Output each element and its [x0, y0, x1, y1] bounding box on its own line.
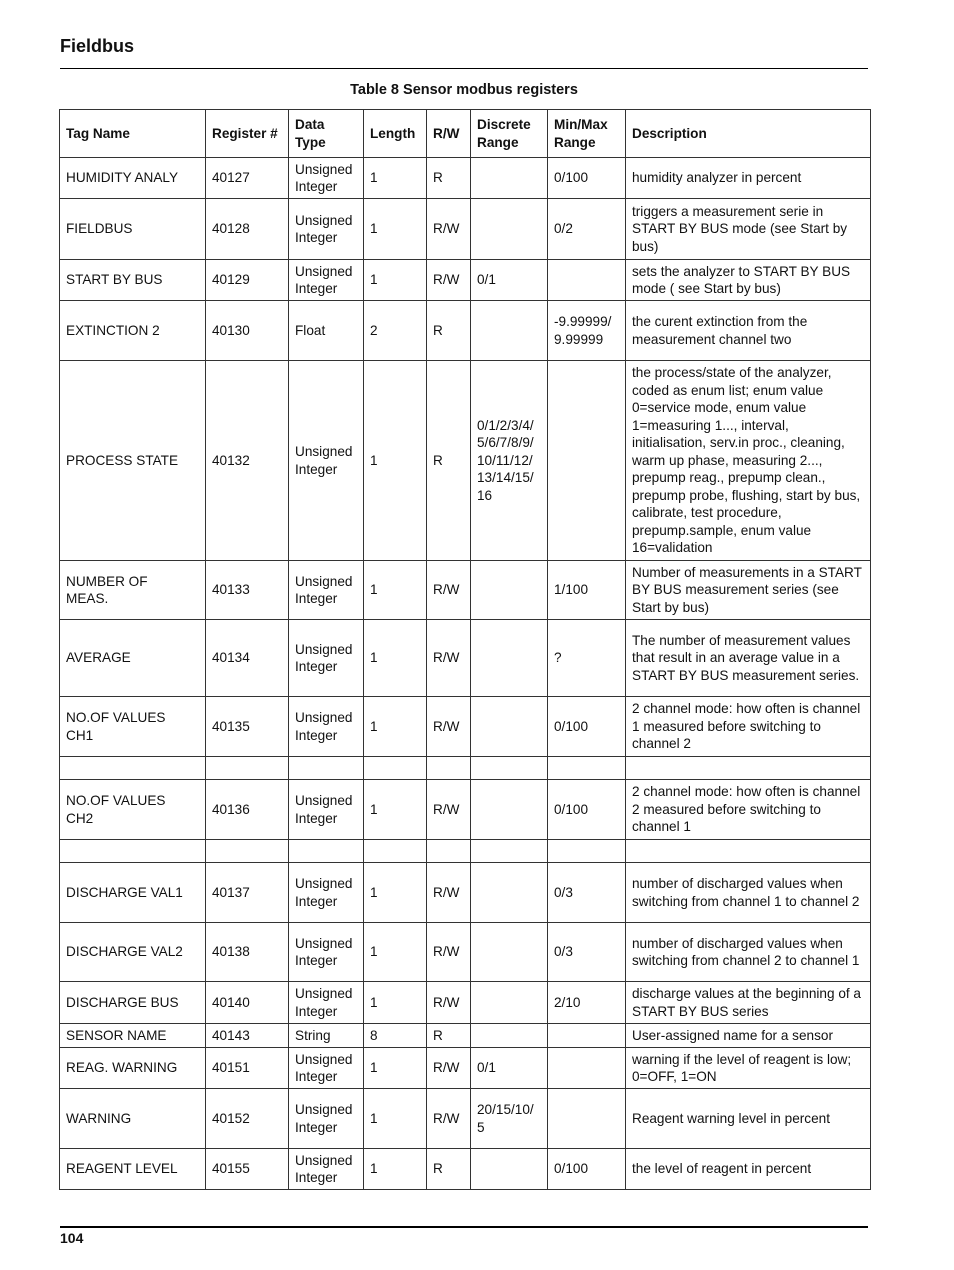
cell-register: 40136: [206, 780, 289, 840]
cell-discrete-range: [471, 923, 548, 982]
table-row: [60, 1048, 871, 1089]
cell-data-type: [289, 840, 364, 863]
cell-data-type: Unsigned Integer: [289, 1089, 364, 1149]
cell-min-max-range: [548, 1024, 626, 1048]
cell-register: [206, 757, 289, 780]
cell-discrete-range: 0/1/2/3/4/ 5/6/7/8/9/ 10/11/12/ 13/14/15/ 16: [471, 361, 548, 561]
cell-register: 40135: [206, 697, 289, 757]
cell-description: the process/state of the analyzer, coded as enum list; enum value 0=service mode, enum value 1=measuring 1..., interval, initialisation, serv.in proc., cleaning, warm up phase, measuring 2..., prepump reag., prepump clean., prepump probe, flushing, start by bus, calibrate, test procedure, prepump.sample, enum value 16=validation: [626, 361, 871, 561]
cell-data-type: Unsigned Integer: [289, 561, 364, 620]
cell-discrete-range: [471, 757, 548, 780]
cell-min-max-range: [548, 757, 626, 780]
cell-length: 1: [364, 361, 427, 561]
cell-register: 40134: [206, 620, 289, 697]
cell-min-max-range: 0/100: [548, 1149, 626, 1190]
cell-length: 1: [364, 561, 427, 620]
cell-length: 1: [364, 199, 427, 260]
cell-tag-name: START BY BUS: [60, 260, 206, 301]
cell-rw: R: [427, 1024, 471, 1048]
cell-length: 1: [364, 923, 427, 982]
cell-tag-name: AVERAGE: [60, 620, 206, 697]
cell-data-type: Unsigned Integer: [289, 780, 364, 840]
cell-tag-name: SENSOR NAME: [60, 1024, 206, 1048]
header-rule: [60, 68, 868, 69]
cell-length: 1: [364, 260, 427, 301]
cell-register: 40127: [206, 158, 289, 199]
table-row: [60, 982, 871, 1024]
table-row: [60, 361, 871, 561]
cell-tag-name: FIELDBUS: [60, 199, 206, 260]
table-row: [60, 780, 871, 840]
cell-min-max-range: 0/3: [548, 923, 626, 982]
column-header-min-max-range: Min/Max Range: [548, 110, 626, 158]
cell-length: 8: [364, 1024, 427, 1048]
cell-discrete-range: [471, 158, 548, 199]
cell-discrete-range: [471, 697, 548, 757]
cell-discrete-range: [471, 620, 548, 697]
table-row: [60, 620, 871, 697]
cell-tag-name: PROCESS STATE: [60, 361, 206, 561]
cell-min-max-range: 0/100: [548, 780, 626, 840]
cell-tag-name: REAG. WARNING: [60, 1048, 206, 1089]
cell-description: the curent extinction from the measurement channel two: [626, 301, 871, 361]
cell-data-type: Unsigned Integer: [289, 361, 364, 561]
cell-description: Number of measurements in a START BY BUS measurement series (see Start by bus): [626, 561, 871, 620]
cell-min-max-range: -9.99999/ 9.99999: [548, 301, 626, 361]
cell-register: 40129: [206, 260, 289, 301]
cell-min-max-range: 1/100: [548, 561, 626, 620]
cell-data-type: Unsigned Integer: [289, 697, 364, 757]
cell-register: 40138: [206, 923, 289, 982]
cell-min-max-range: 0/100: [548, 158, 626, 199]
cell-rw: R/W: [427, 982, 471, 1024]
cell-tag-name: DISCHARGE VAL2: [60, 923, 206, 982]
cell-register: 40130: [206, 301, 289, 361]
cell-data-type: Unsigned Integer: [289, 620, 364, 697]
cell-data-type: Unsigned Integer: [289, 199, 364, 260]
cell-register: [206, 840, 289, 863]
cell-discrete-range: [471, 982, 548, 1024]
cell-min-max-range: 0/2: [548, 199, 626, 260]
cell-register: 40151: [206, 1048, 289, 1089]
cell-register: 40128: [206, 199, 289, 260]
cell-description: sets the analyzer to START BY BUS mode ( see Start by bus): [626, 260, 871, 301]
column-header-data-type: Data Type: [289, 110, 364, 158]
cell-length: 1: [364, 697, 427, 757]
cell-description: 2 channel mode: how often is channel 1 measured before switching to channel 2: [626, 697, 871, 757]
cell-min-max-range: [548, 361, 626, 561]
cell-description: humidity analyzer in percent: [626, 158, 871, 199]
cell-description: number of discharged values when switching from channel 1 to channel 2: [626, 863, 871, 923]
cell-rw: R: [427, 1149, 471, 1190]
cell-rw: R/W: [427, 780, 471, 840]
cell-rw: R/W: [427, 260, 471, 301]
cell-register: 40132: [206, 361, 289, 561]
cell-min-max-range: [548, 1089, 626, 1149]
cell-tag-name: REAGENT LEVEL: [60, 1149, 206, 1190]
cell-rw: R: [427, 158, 471, 199]
cell-description: triggers a measurement serie in START BY BUS mode (see Start by bus): [626, 199, 871, 260]
table-row: [60, 301, 871, 361]
cell-discrete-range: 0/1: [471, 260, 548, 301]
table-row: [60, 199, 871, 260]
cell-tag-name: EXTINCTION 2: [60, 301, 206, 361]
cell-length: [364, 840, 427, 863]
cell-tag-name: NO.OF VALUES CH2: [60, 780, 206, 840]
cell-register: 40143: [206, 1024, 289, 1048]
column-header-rw: R/W: [427, 110, 471, 158]
table-row: [60, 923, 871, 982]
cell-tag-name: [60, 840, 206, 863]
cell-discrete-range: [471, 1149, 548, 1190]
table-row: [60, 1089, 871, 1149]
cell-rw: R/W: [427, 863, 471, 923]
cell-rw: R/W: [427, 697, 471, 757]
cell-length: 2: [364, 301, 427, 361]
cell-description: number of discharged values when switching from channel 2 to channel 1: [626, 923, 871, 982]
cell-tag-name: HUMIDITY ANALY: [60, 158, 206, 199]
cell-min-max-range: [548, 260, 626, 301]
cell-length: 1: [364, 1089, 427, 1149]
table-row: [60, 1149, 871, 1190]
cell-discrete-range: [471, 1024, 548, 1048]
table-row: [60, 757, 871, 780]
cell-min-max-range: [548, 840, 626, 863]
cell-description: the level of reagent in percent: [626, 1149, 871, 1190]
cell-min-max-range: 2/10: [548, 982, 626, 1024]
table-row: [60, 863, 871, 923]
cell-rw: R/W: [427, 1048, 471, 1089]
column-header-tag-name: Tag Name: [60, 110, 206, 158]
cell-length: 1: [364, 1048, 427, 1089]
cell-data-type: Unsigned Integer: [289, 1048, 364, 1089]
column-header-description: Description: [626, 110, 871, 158]
cell-rw: R: [427, 361, 471, 561]
cell-discrete-range: 20/15/10/ 5: [471, 1089, 548, 1149]
cell-length: 1: [364, 863, 427, 923]
table-row: [60, 260, 871, 301]
cell-description: warning if the level of reagent is low; 0=OFF, 1=ON: [626, 1048, 871, 1089]
cell-min-max-range: 0/3: [548, 863, 626, 923]
table-header-row: [60, 110, 871, 158]
cell-description: 2 channel mode: how often is channel 2 measured before switching to channel 1: [626, 780, 871, 840]
cell-length: 1: [364, 158, 427, 199]
column-header-register: Register #: [206, 110, 289, 158]
cell-description: The number of measurement values that result in an average value in a START BY BUS measurement series.: [626, 620, 871, 697]
cell-discrete-range: [471, 863, 548, 923]
cell-rw: [427, 840, 471, 863]
cell-tag-name: NUMBER OF MEAS.: [60, 561, 206, 620]
column-header-length: Length: [364, 110, 427, 158]
cell-min-max-range: 0/100: [548, 697, 626, 757]
cell-rw: [427, 757, 471, 780]
footer-rule: [60, 1226, 868, 1228]
cell-tag-name: DISCHARGE VAL1: [60, 863, 206, 923]
cell-tag-name: WARNING: [60, 1089, 206, 1149]
table-row: [60, 158, 871, 199]
cell-data-type: Unsigned Integer: [289, 923, 364, 982]
cell-length: 1: [364, 780, 427, 840]
table-row: [60, 1024, 871, 1048]
cell-register: 40155: [206, 1149, 289, 1190]
cell-min-max-range: [548, 1048, 626, 1089]
cell-data-type: Unsigned Integer: [289, 158, 364, 199]
cell-discrete-range: [471, 840, 548, 863]
column-header-discrete-range: Discrete Range: [471, 110, 548, 158]
cell-description: discharge values at the beginning of a START BY BUS series: [626, 982, 871, 1024]
table-row: [60, 840, 871, 863]
cell-data-type: Unsigned Integer: [289, 1149, 364, 1190]
cell-register: 40137: [206, 863, 289, 923]
cell-description: [626, 757, 871, 780]
cell-data-type: String: [289, 1024, 364, 1048]
table-body: [60, 158, 871, 1190]
cell-rw: R/W: [427, 923, 471, 982]
cell-rw: R/W: [427, 199, 471, 260]
table-row: [60, 697, 871, 757]
cell-discrete-range: 0/1: [471, 1048, 548, 1089]
cell-rw: R/W: [427, 561, 471, 620]
cell-rw: R/W: [427, 620, 471, 697]
cell-discrete-range: [471, 301, 548, 361]
cell-discrete-range: [471, 199, 548, 260]
cell-length: 1: [364, 620, 427, 697]
cell-register: 40152: [206, 1089, 289, 1149]
cell-register: 40133: [206, 561, 289, 620]
cell-data-type: Float: [289, 301, 364, 361]
cell-tag-name: [60, 757, 206, 780]
cell-description: User-assigned name for a sensor: [626, 1024, 871, 1048]
cell-data-type: [289, 757, 364, 780]
cell-description: [626, 840, 871, 863]
cell-rw: R/W: [427, 1089, 471, 1149]
section-title: Fieldbus: [60, 36, 135, 56]
table-row: [60, 561, 871, 620]
page-number: 104: [60, 1230, 84, 1246]
cell-data-type: Unsigned Integer: [289, 982, 364, 1024]
cell-description: Reagent warning level in percent: [626, 1089, 871, 1149]
cell-length: [364, 757, 427, 780]
cell-discrete-range: [471, 780, 548, 840]
cell-length: 1: [364, 982, 427, 1024]
table-caption: Table 8 Sensor modbus registers: [350, 82, 578, 98]
cell-data-type: Unsigned Integer: [289, 863, 364, 923]
cell-data-type: Unsigned Integer: [289, 260, 364, 301]
cell-discrete-range: [471, 561, 548, 620]
cell-tag-name: NO.OF VALUES CH1: [60, 697, 206, 757]
cell-tag-name: DISCHARGE BUS: [60, 982, 206, 1024]
cell-min-max-range: ?: [548, 620, 626, 697]
cell-length: 1: [364, 1149, 427, 1190]
cell-register: 40140: [206, 982, 289, 1024]
sensor-modbus-registers-table: [59, 109, 871, 1190]
cell-rw: R: [427, 301, 471, 361]
